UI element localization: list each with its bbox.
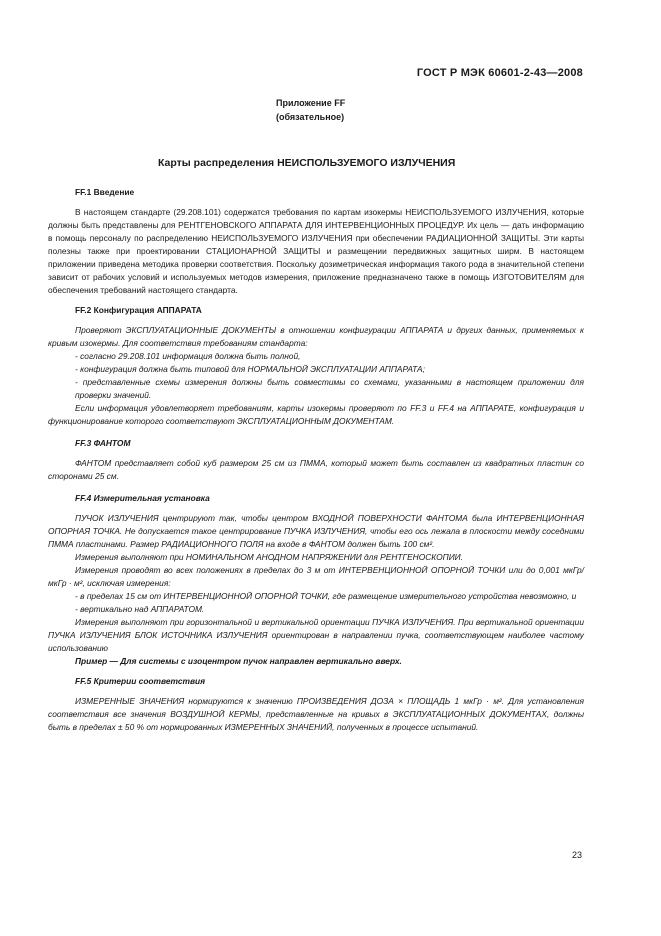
section-heading-ff2: FF.2 Конфигурация АППАРАТА: [75, 305, 202, 315]
page-number: 23: [572, 850, 583, 860]
paragraph: ПУЧОК ИЗЛУЧЕНИЯ центрируют так, чтобы центром ВХОДНОЙ ПОВЕРХНОСТИ ФАНТОМА была ИНТЕРВЕНЦИОННАЯ ОПОРНАЯ ТОЧКА. Не допускается такое центрирование ПУЧКА ИЗЛУЧЕНИЯ, чтобы его ось лежала в плоскости между соседними ПММА пластинами. Размер РАДИАЦИОННОГО ПОЛЯ на входе в ФАНТОМ должен быть 100 см².: [48, 513, 584, 549]
paragraph: ФАНТОМ представляет собой куб размером 25 см из ПММА, который может быть составлен из квадратных пластин со сторонами 25 см.: [48, 458, 584, 481]
list-item: - в пределах 15 см от ИНТЕРВЕНЦИОННОЙ ОПОРНОЙ ТОЧКИ, где размещение измерительного устройства невозможно, и: [75, 591, 577, 601]
paragraph: Если информация удовлетворяет требованиям, карты изокермы проверяют по FF.3 и FF.4 на АППАРАТЕ, конфигурация и функционирование которого соответствуют ЭКСПЛУАТАЦИОННЫМ ДОКУМЕНТАМ.: [48, 403, 584, 426]
paragraph: Измерения выполняют при НОМИНАЛЬНОМ АНОДНОМ НАПРЯЖЕНИИ для РЕНТГЕНОСКОПИИ.: [75, 552, 464, 562]
list-item: - вертикально над АППАРАТОМ.: [75, 604, 205, 614]
document-header: ГОСТ Р МЭК 60601-2-43—2008: [416, 67, 583, 79]
document-body: [48, 186, 584, 734]
section-heading-ff3: FF.3 ФАНТОМ: [75, 438, 131, 448]
list-item: - согласно 29.208.101 информация должна быть полной,: [75, 351, 301, 361]
section-heading-ff4: FF.4 Измерительная установка: [75, 493, 210, 503]
paragraph: Проверяют ЭКСПЛУАТАЦИОННЫЕ ДОКУМЕНТЫ в отношении конфигурации АППАРАТА и других данных, применяемых к кривым изокермы. Для соответствия требованиям стандарта:: [48, 325, 584, 348]
annex-label: [276, 96, 345, 124]
page-title: Карты распределения НЕИСПОЛЬЗУЕМОГО ИЗЛУЧЕНИЯ: [158, 157, 456, 169]
list-item: - представленные схемы измерения должны быть совместимы со схемами, указанными в настоящем приложении для проверки значений.: [75, 377, 584, 400]
paragraph: В настоящем стандарте (29.208.101) содержатся требования по картам изокермы НЕИСПОЛЬЗУЕМОГО ИЗЛУЧЕНИЯ, которые должны быть представлены для РЕНТГЕНОВСКОГО АППАРАТА ДЛЯ ИНТЕРВЕНЦИОННЫХ ПРОЦЕДУР. Их цель — дать информацию в помощь персоналу по распределению НЕИСПОЛЬЗУЕМОГО ИЗЛУЧЕНИЯ при обеспечении РАДИАЦИОННОЙ ЗАЩИТЫ. Эти карты полезны также при проектировании СТАЦИОНАРНОЙ ЗАЩИТЫ и размещении передвижных защитных ширм. В настоящем приложении приведена методика проверки соответствия. Поскольку дозиметрическая информация такого рода в значительной степени зависит от рабочих условий и используемых методов измерения, приложение предназначено также в помощь ИЗГОТОВИТЕЛЯМ для обеспечения требований настоящего стандарта.: [48, 207, 584, 295]
section-heading-ff5: FF.5 Критерии соответствия: [75, 676, 206, 686]
section-heading-ff1: FF.1 Введение: [75, 187, 135, 197]
list-item: - конфигурация должна быть типовой для НОРМАЛЬНОЙ ЭКСПЛУАТАЦИИ АППАРАТА;: [75, 364, 425, 374]
paragraph: Измерения проводят во всех положениях в пределах до 3 м от ИНТЕРВЕНЦИОННОЙ ОПОРНОЙ ТОЧКИ или до 0,001 мкГр/мкГр · м², исключая измерения:: [48, 565, 584, 588]
paragraph: Измерения выполняют при горизонтальной и вертикальной ориентации ПУЧКА ИЗЛУЧЕНИЯ. При вертикальной ориентации ПУЧКА ИЗЛУЧЕНИЯ БЛОК ИСТОЧНИКА ИЗЛУЧЕНИЯ ориентирован в направлении пучка, соответствующем наиболее частому использованию: [48, 617, 584, 653]
annex-status: (обязательное): [276, 112, 345, 122]
example-note: Пример — Для системы с изоцентром пучок направлен вертикально вверх.: [75, 656, 402, 666]
annex-title: Приложение FF: [276, 98, 346, 108]
paragraph: ИЗМЕРЕННЫЕ ЗНАЧЕНИЯ нормируются к значению ПРОИЗВЕДЕНИЯ ДОЗА × ПЛОЩАДЬ 1 мкГр · м². Для установления соответствия все значения ВОЗДУШНОЙ КЕРМЫ, представленные на кривых в ЭКСПЛУАТАЦИОННЫХ ДОКУМЕНТАХ, должны быть в пределах ± 50 % от нормированных ИЗМЕРЕННЫХ ЗНАЧЕНИЙ, полученных в процессе испытаний.: [48, 696, 584, 732]
